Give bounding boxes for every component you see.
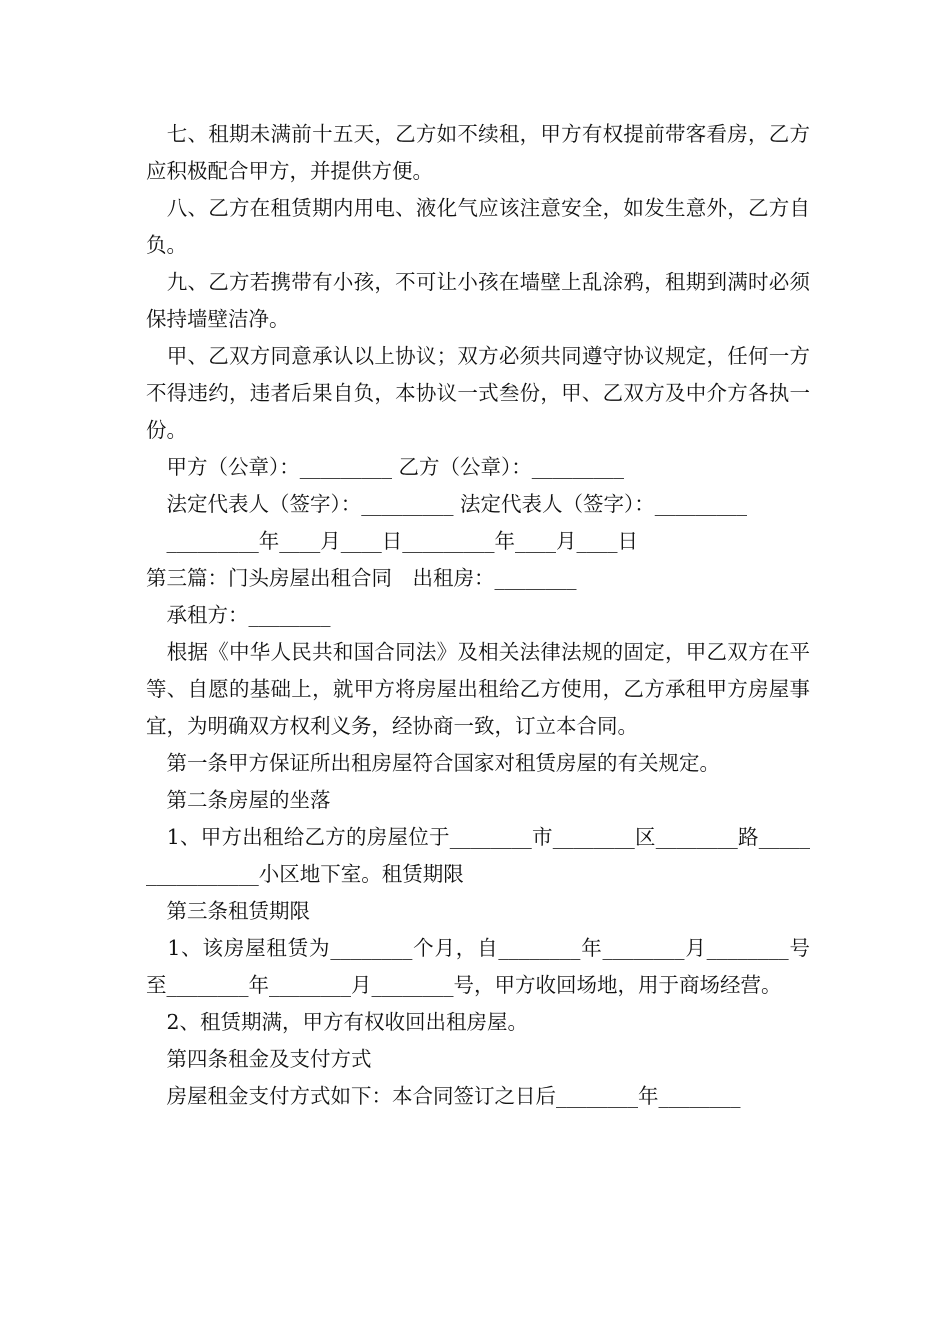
article-three-heading: 第三条租赁期限 [146,899,310,923]
article-four-text: 房屋租金支付方式如下：本合同签订之日后________年________ [146,1084,741,1108]
date-line: _________年____月____日_________年____月____日 [146,529,638,553]
article-two-heading: 第二条房屋的坐落 [146,788,331,812]
document-body [146,116,810,1115]
signature-line: 法定代表人（签字）：_________ 法定代表人（签字）：_________ [146,492,748,516]
clause-nine: 九、乙方若携带有小孩，不可让小孩在墙壁上乱涂鸦，租期到满时必须保持墙壁洁净。 [146,270,810,331]
section-title-lessor: 第三篇：门头房屋出租合同 出租房：________ [146,566,577,590]
clause-seven: 七、租期未满前十五天，乙方如不续租，甲方有权提前带客看房，乙方应积极配合甲方，并提供方便。 [146,122,810,183]
agreement-paragraph: 甲、乙双方同意承认以上协议；双方必须共同遵守协议规定，任何一方不得违约，违者后果自负，本协议一式叁份，甲、乙双方及中介方各执一份。 [146,344,810,442]
article-two-item-1: 1、甲方出租给乙方的房屋位于________市________区________路________________小区地下室。租赁期限 [146,825,810,886]
preamble-paragraph: 根据《中华人民共和国合同法》及相关法律法规的固定，甲乙双方在平等、自愿的基础上，就甲方将房屋出租给乙方使用，乙方承租甲方房屋事宜，为明确双方权利义务，经协商一致，订立本合同。 [146,640,810,738]
article-one: 第一条甲方保证所出租房屋符合国家对租赁房屋的有关规定。 [146,751,720,775]
clause-eight: 八、乙方在租赁期内用电、液化气应该注意安全，如发生意外，乙方自负。 [146,196,810,257]
article-three-item-2: 2、租赁期满，甲方有权收回出租房屋。 [146,1010,529,1034]
article-four-heading: 第四条租金及支付方式 [146,1047,372,1071]
lessee-line: 承租方：________ [146,603,331,627]
article-three-item-1: 1、该房屋租赁为________个月，自________年________月________号至________年________月________号，甲方收回场地，用于商场经营。 [146,936,810,997]
seal-line: 甲方（公章）：_________ 乙方（公章）：_________ [146,455,625,479]
